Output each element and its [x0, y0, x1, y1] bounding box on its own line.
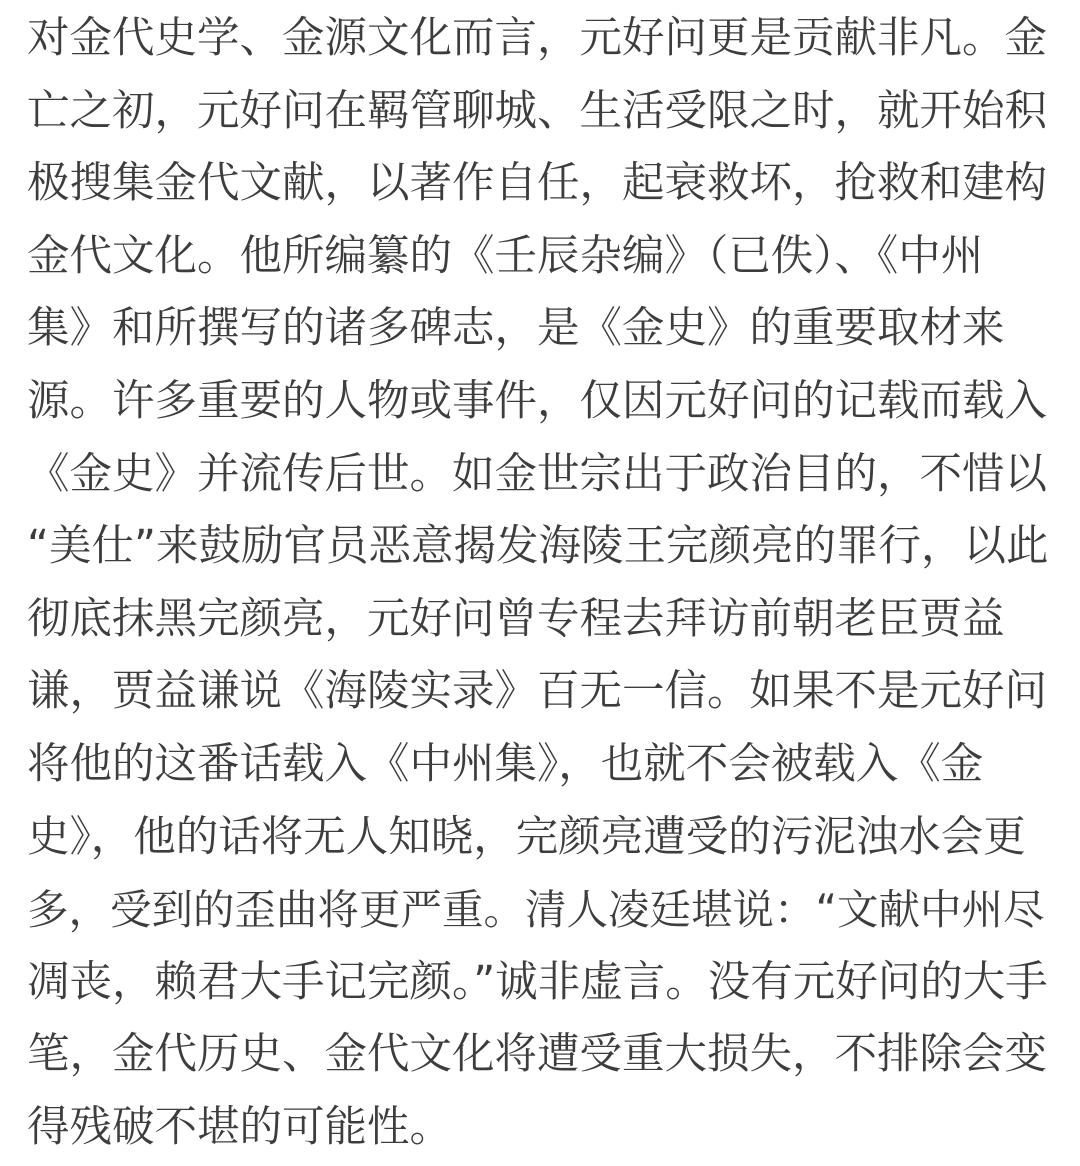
text-line-10: 谦，贾益谦说《海陵实录》百无一信。如果不是元好问	[27, 667, 1048, 717]
text-line-9: 彻底抹黑完颜亮，元好问曾专程去拜访前朝老臣贾益	[27, 594, 1005, 644]
text-line-2: 亡之初，元好问在羁管聊城、生活受限之时，就开始积	[27, 86, 1048, 136]
text-line-6: 源。许多重要的人物或事件，仅因元好问的记载而载入	[27, 376, 1048, 426]
text-line-15: 笔，金代历史、金代文化将遭受重大损失，不排除会变	[27, 1030, 1048, 1080]
text-line-13: 多，受到的歪曲将更严重。清人凌廷堪说：“文献中州尽	[27, 885, 1045, 935]
text-line-14: 凋丧，赖君大手记完颜。”诚非虚言。没有元好问的大手	[27, 957, 1048, 1007]
text-line-3: 极搜集金代文献，以著作自任，起衰救坏，抢救和建构	[27, 159, 1048, 209]
text-line-16: 得残破不堪的可能性。	[27, 1102, 453, 1152]
text-line-11: 将他的这番话载入《中州集》，也就不会被载入《金	[27, 739, 984, 789]
text-line-8: “美仕”来鼓励官员恶意揭发海陵王完颜亮的罪行，以此	[27, 522, 1049, 572]
article-paragraph	[27, 3, 1080, 1165]
text-line-1: 对金代史学、金源文化而言，元好问更是贡献非凡。金	[27, 14, 1048, 63]
text-line-5: 集》和所撰写的诸多碑志，是《金史》的重要取材来	[27, 304, 1005, 354]
text-line-12: 史》，他的话将无人知晓，完颜亮遭受的污泥浊水会更	[27, 812, 1026, 862]
text-line-7: 《金史》并流传后世。如金世宗出于政治目的，不惜以	[27, 449, 1048, 499]
text-line-4: 金代文化。他所编纂的《壬辰杂编》（已佚）、《中州	[27, 231, 984, 281]
